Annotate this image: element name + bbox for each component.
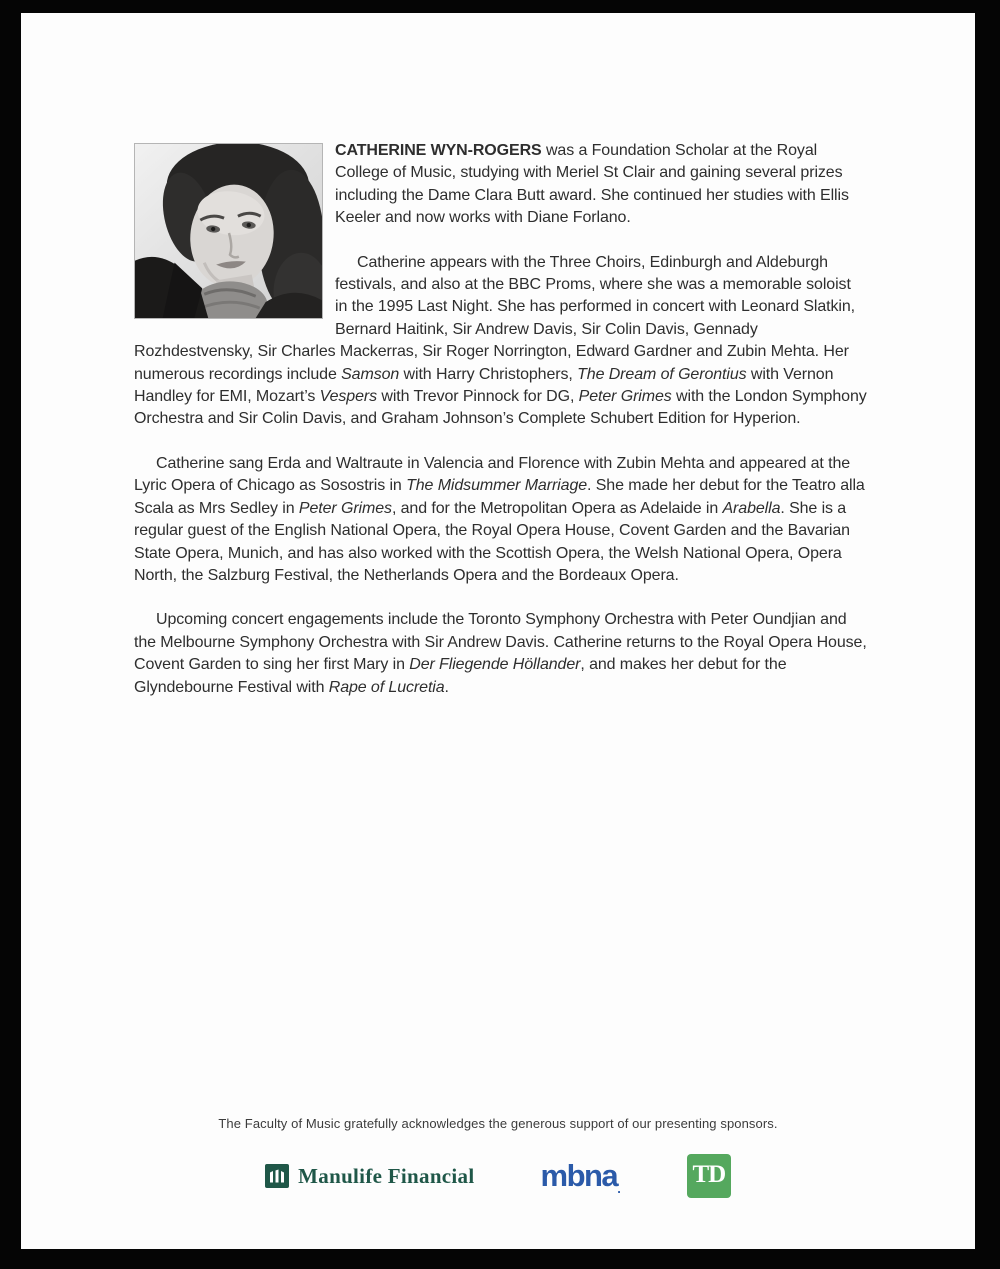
portrait-photo-graphic	[135, 144, 322, 318]
td-label: TD	[692, 1161, 726, 1188]
bio-text-segment: . She made her debut for the Teatro alla Scala as Mrs Sedley in	[134, 477, 865, 517]
manulife-logo	[265, 1164, 474, 1189]
bio-text-segment: , and makes her debut for the Glyndebourne Festival with	[134, 656, 787, 696]
bio-text-segment: Arabella	[722, 499, 781, 517]
bio-text-segment: with Vernon Handley for EMI, Mozart’s	[134, 365, 834, 406]
td-green-box-icon	[687, 1154, 731, 1198]
bio-text-segment: with Trevor Pinnock for DG,	[377, 388, 579, 406]
sponsor-logo-row	[21, 1152, 975, 1200]
mbna-label: mbna	[540, 1158, 618, 1193]
acknowledgement-text: The Faculty of Music gratefully acknowledges the generous support of our presenting sponsors.	[218, 1116, 778, 1131]
td-logo	[687, 1154, 731, 1198]
bio-text-segment: , and for the Metropolitan Opera as Adelaide in	[391, 499, 723, 517]
bio-text-segment: The Midsummer Marriage	[406, 477, 588, 495]
bio-text-segment: Catherine sang Erda and Waltraute in Valencia and Florence with Zubin Mehta and appeared at the Lyric Opera of Chicago as Sosostris in	[134, 454, 851, 495]
bio-paragraph	[134, 453, 867, 587]
bio-text-segment: with Harry Christophers,	[399, 365, 578, 383]
manulife-bars-icon	[265, 1164, 289, 1188]
bio-text-segment: with the London Symphony Orchestra and Sir Colin Davis, and Graham Johnson’s Complete Schubert Edition for Hyperion.	[134, 388, 867, 428]
bio-text-segment: Catherine appears with the Three Choirs, Edinburgh and Aldeburgh festivals, and also at the BBC Proms, where she was a memorable soloist in the 1995 Last Night. She has performed in concert with Leonard Slatkin, Bernard Haitink, Sir Andrew Davis, Sir Colin Davis, Gennady Rozhdestvensky, Sir Charles Mackerras, Sir Roger Norrington, Edward Gardner and Zubin Mehta. Her numerous recordings include	[134, 253, 856, 383]
bio-text-segment: Peter Grimes	[298, 499, 392, 517]
bio-text-segment: . She is a regular guest of the English National Opera, the Royal Opera House, Covent Garden and the Bavarian State Opera, Munich, and has also worked with the Scottish Opera, the Welsh National Opera, Opera North, the Salzburg Festival, the Netherlands Opera and the Bordeaux Opera.	[134, 499, 850, 584]
bio-text-segment: The Dream of Gerontius	[577, 365, 747, 383]
bio-text-segment: Rape of Lucretia	[328, 678, 445, 696]
bio-text-segment: Upcoming concert engagements include the Toronto Symphony Orchestra with Peter Oundjian and the Melbourne Symphony Orchestra with Sir Andrew Davis. Catherine returns to the Royal Opera House, Covent Garden to sing her first Mary in	[134, 611, 867, 674]
bio-text-segment: was a Foundation Scholar at the Royal College of Music, studying with Meriel St Clair and gaining several prizes including the Dame Clara Butt award. She continued her studies with Ellis Keeler and now works with Diane Forlano.	[335, 142, 849, 227]
bio-text-segment: .	[444, 678, 449, 696]
bio-paragraph	[134, 609, 867, 699]
mbna-registration-dot: .	[617, 1181, 621, 1196]
bio-text-segment: Vespers	[319, 388, 378, 406]
sponsor-footer	[21, 1116, 975, 1200]
bio-section	[134, 140, 867, 721]
manulife-label: Manulife Financial	[298, 1163, 475, 1188]
bio-text-segment: Peter Grimes	[578, 388, 672, 406]
mbna-logo	[541, 1158, 621, 1194]
program-page	[21, 13, 975, 1249]
bio-text-segment: CATHERINE WYN-ROGERS	[335, 142, 542, 159]
bio-text-segment: Der Fliegende Höllander	[409, 656, 581, 674]
portrait-photo	[134, 143, 323, 319]
bio-text-segment: Samson	[341, 365, 400, 383]
